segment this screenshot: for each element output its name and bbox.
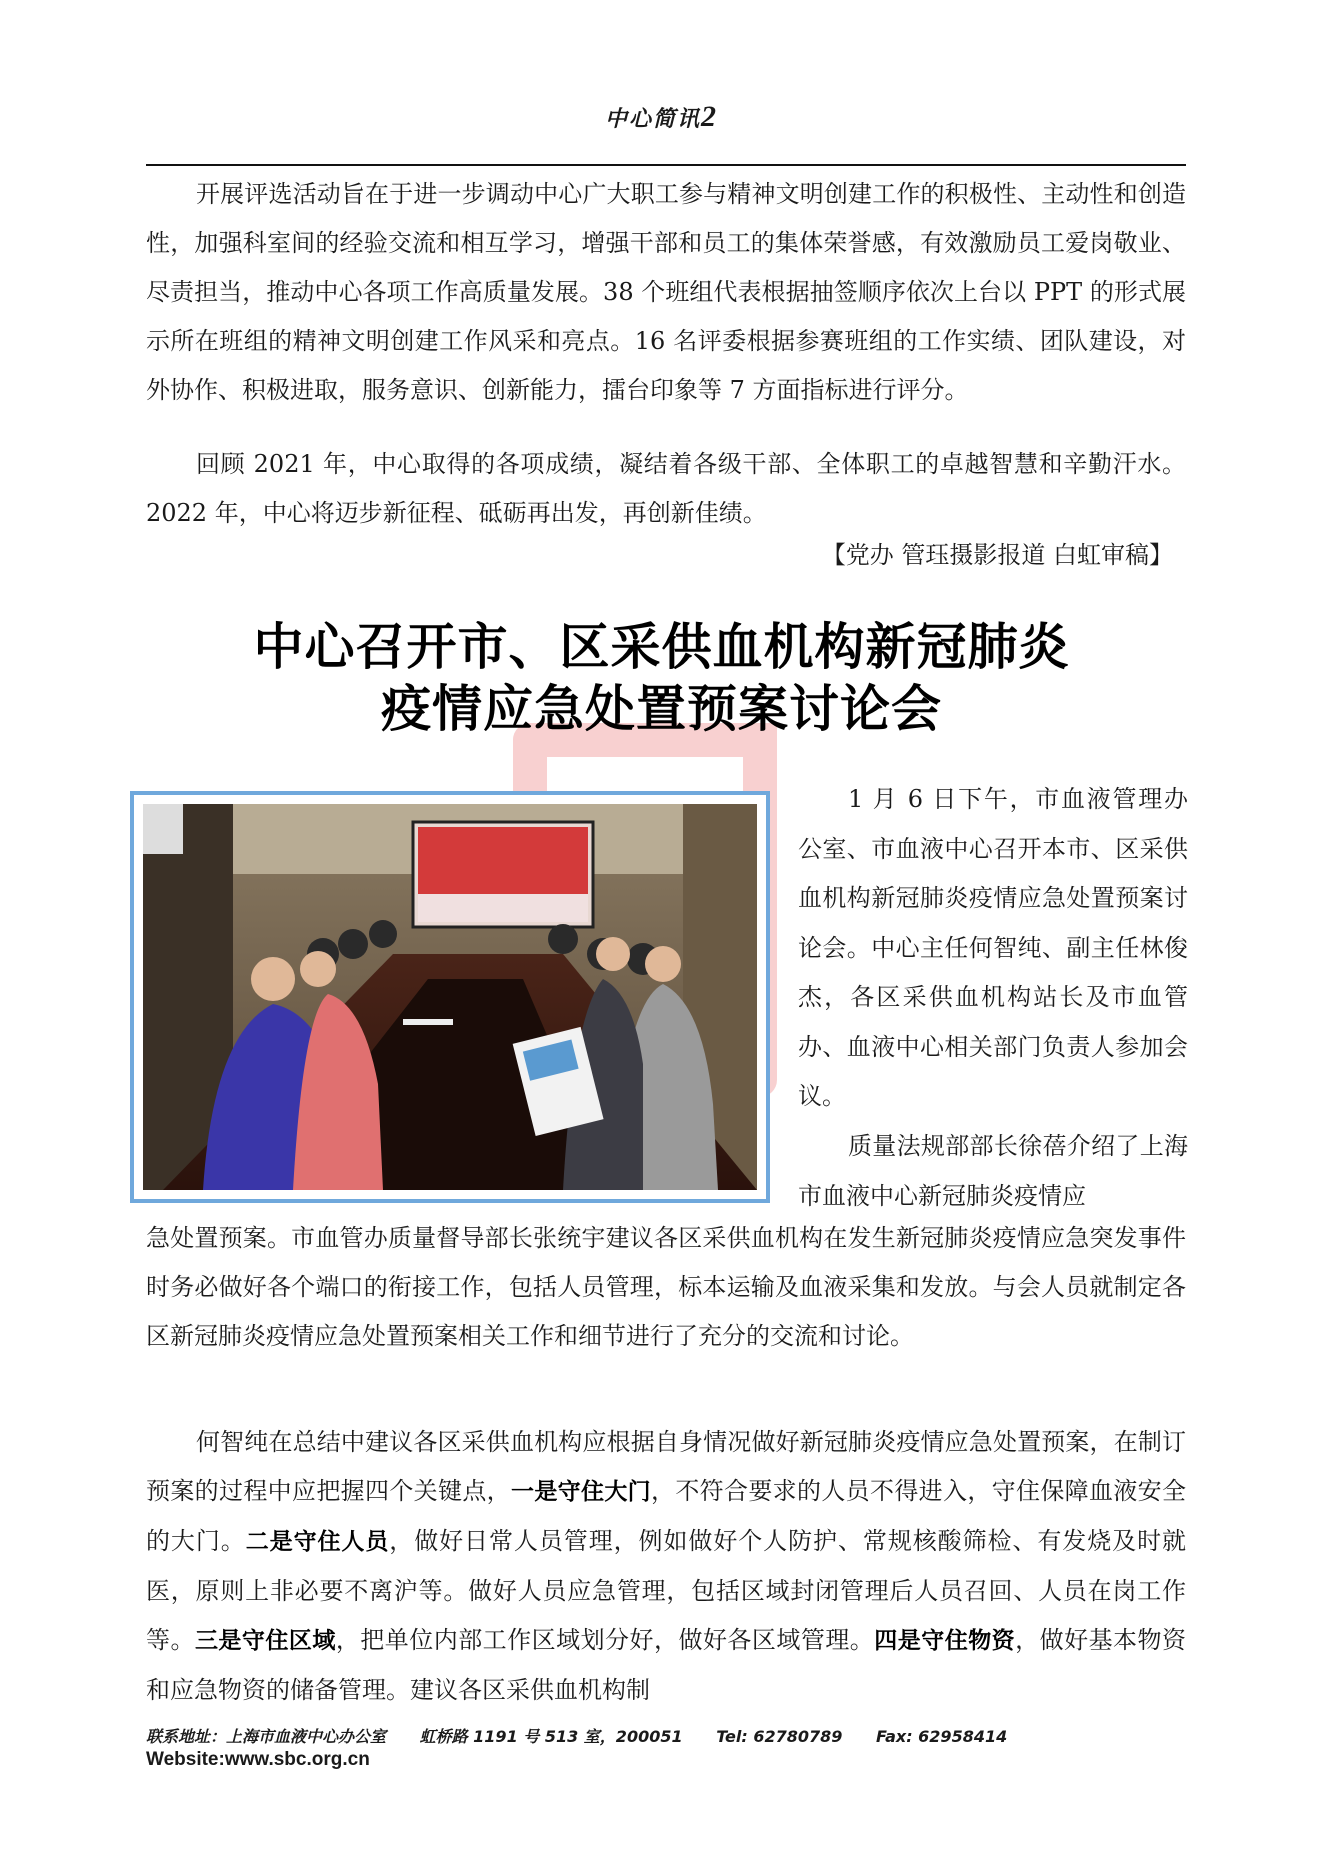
para4-text-d: ，把单位内部工作区域划分好，做好各区域管理。 bbox=[335, 1626, 875, 1654]
header-rule bbox=[146, 164, 1186, 166]
article2-title-line-2: 疫情应急处置预案讨论会 bbox=[381, 680, 942, 738]
article2-paragraph-4 bbox=[146, 1418, 1186, 1715]
article1-credit: 【党办 管珏摄影报道 白虹审稿】 bbox=[821, 541, 1173, 569]
page-number: 2 bbox=[701, 100, 718, 133]
article2-paragraph-3: 急处置预案。市血管办质量督导部长张统宇建议各区采供血机构在发生新冠肺炎疫情应急突发事件时务必做好各个端口的衔接工作，包括人员管理，标本运输及血液采集和发放。与会人员就制定各区新冠肺炎疫情应急处置预案相关工作和细节进行了充分的交流和讨论。 bbox=[146, 1224, 1186, 1350]
newsletter-header bbox=[0, 100, 1323, 134]
key-point-3: 三是守住区域 bbox=[194, 1628, 336, 1654]
article2-side-paragraph-2: 质量法规部部长徐蓓介绍了上海市血液中心新冠肺炎疫情应 bbox=[798, 1132, 1188, 1210]
para4-text-c: ，做好日常人员管理，例如做好个人防护、常规核酸筛检、有发烧及时就医，原则上非必要不离沪等。做好人员应急管理，包括区域封闭管理后人员召回、人员在岗工作等。 bbox=[146, 1527, 1187, 1654]
key-point-2: 二是守住人员 bbox=[245, 1529, 390, 1555]
footer-address: 虹桥路 1191 号 513 室，200051 bbox=[419, 1727, 683, 1746]
footer-address-label: 联系地址：上海市血液中心办公室 bbox=[146, 1727, 387, 1746]
footer-tel: Tel: 62780789 bbox=[716, 1727, 843, 1746]
footer-fax: Fax: 62958414 bbox=[875, 1727, 1008, 1746]
article2-side-paragraph-1: 1 月 6 日下午，市血液管理办公室、市血液中心召开本市、区采供血机构新冠肺炎疫情应急处置预案讨论会。中心主任何智纯、副主任林俊杰，各区采供血机构站长及市血管办、血液中心相关部门负责人参加会议。 bbox=[798, 785, 1188, 1110]
para4-text-e: ，做好基本物资和应急物资的储备管理。建议各区采供血机构制 bbox=[146, 1626, 1187, 1704]
article2-title-line-1: 中心召开市、区采供血机构新冠肺炎 bbox=[253, 618, 1070, 676]
meeting-photo bbox=[130, 791, 770, 1203]
footer-website: Website:www.sbc.org.cn bbox=[146, 1749, 370, 1770]
key-point-4: 四是守住物资 bbox=[874, 1628, 1016, 1654]
para4-text-a: 何智纯在总结中建议各区采供血机构应根据自身情况做好新冠肺炎疫情应急处置预案，在制订预案的过程中应把握四个关键点， bbox=[146, 1428, 1186, 1505]
article2-title bbox=[0, 616, 1323, 740]
key-point-1: 一是守住大门 bbox=[511, 1479, 651, 1505]
article1-paragraph-2: 回顾 2021 年，中心取得的各项成绩，凝结着各级干部、全体职工的卓越智慧和辛勤汗水。2022 年，中心将迈步新征程、砥砺再出发，再创新佳绩。 bbox=[146, 450, 1186, 527]
para4-text-b: ，不符合要求的人员不得进入，守住保障血液安全的大门。 bbox=[146, 1477, 1186, 1555]
meeting-photo-illustration bbox=[143, 804, 757, 1190]
newsletter-title: 中心简讯 bbox=[604, 106, 701, 132]
footer-contact bbox=[146, 1724, 1035, 1747]
article1-paragraph-1: 开展评选活动旨在于进一步调动中心广大职工参与精神文明创建工作的积极性、主动性和创造性，加强科室间的经验交流和相互学习，增强干部和员工的集体荣誉感，有效激励员工爱岗敬业、尽责担当，推动中心各项工作高质量发展。38 个班组代表根据抽签顺序依次上台以 PPT 的形式展示所在班组的精神文明创建工作风采和亮点。16 名评委根据参赛班组的工作实绩、团队建设，对外协作、积极进取，服务意识、创新能力，擂台印象等 7 方面指标进行评分。 bbox=[146, 180, 1186, 404]
